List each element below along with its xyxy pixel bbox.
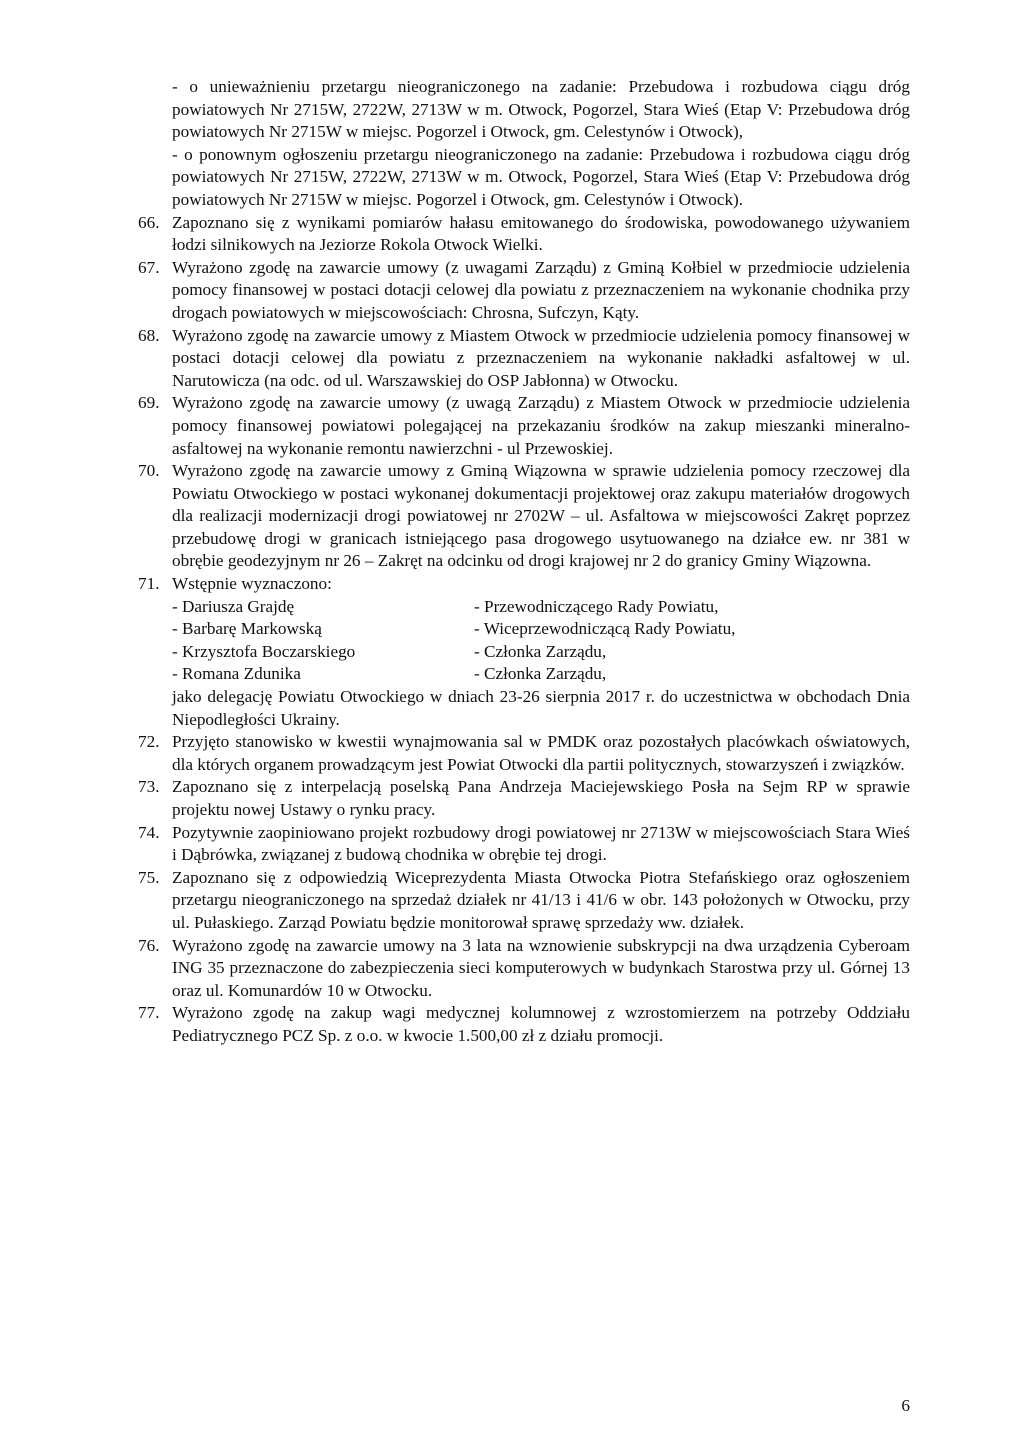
delegate-name: - Barbarę Markowską <box>172 619 322 639</box>
item-number: 76. <box>138 935 160 955</box>
delegate-role: - Członka Zarządu, <box>474 664 607 684</box>
item-text: Przyjęto stanowisko w kwestii wynajmowania sal w PMDK oraz pozostałych placówkach oświatowych, dla których organem prowadzącym jest Powiat Otwocki dla partii politycznych, stowarzyszeń i związków. <box>172 732 910 774</box>
list-item <box>138 731 910 776</box>
item-number: 68. <box>138 325 160 345</box>
item-text: Zapoznano się z interpelacją poselską Pana Andrzeja Maciejewskiego Posła na Sejm RP w sprawie projektu nowej Ustawy o rynku pracy. <box>172 777 910 819</box>
list-item <box>138 392 910 460</box>
list-item <box>138 1002 910 1047</box>
list-item <box>138 212 910 257</box>
delegate-role: - Członka Zarządu, <box>474 641 607 661</box>
intro-item-reannouncement: - o ponownym ogłoszeniu przetargu nieograniczonego na zadanie: Przebudowa i rozbudowa ciągu dróg powiatowych Nr 2715W, 2722W, 2713W w m. Otwock, Pogorzel, Stara Wieś (Etap V: Przebudowa dróg powiatowych Nr 2715W w miejsc. Pogorzel i Otwock, gm. Celestynów i Otwock). <box>172 144 910 209</box>
item-number: 69. <box>138 393 160 413</box>
item-number: 67. <box>138 257 160 277</box>
item-text: Wyrażono zgodę na zawarcie umowy z Gminą Wiązowna w sprawie udzielenia pomocy rzeczowej dla Powiatu Otwockiego w postaci wykonanej dokumentacji projektowej oraz zakupu materiałów drogowych dla realizacji modernizacji drogi powiatowej nr 2702W – ul. Asfaltowa w miejscowości Zakręt poprzez przebudowę drogi w granicach istniejącego pasa drogowego usytuowanego na działce ew. nr 381 w obrębie geodezyjnym nr 26 – Zakręt na odcinku od drogi krajowej nr 2 do granicy Gminy Wiązowna. <box>172 461 910 571</box>
list-item <box>138 822 910 867</box>
item-number: 70. <box>138 461 160 481</box>
item-lead: Wstępnie wyznaczono: <box>172 574 332 594</box>
item-text: Pozytywnie zaopiniowano projekt rozbudowy drogi powiatowej nr 2713W w miejscowościach Stara Wieś i Dąbrówka, związanej z budową chodnika w obrębie tej drogi. <box>172 822 910 865</box>
item-number: 77. <box>138 1003 160 1023</box>
item-number: 75. <box>138 867 160 887</box>
list-item <box>138 325 910 393</box>
item-number: 73. <box>138 777 160 797</box>
list-item <box>138 460 910 573</box>
item-number: 74. <box>138 822 160 842</box>
item-text: Wyrażono zgodę na zawarcie umowy na 3 lata na wznowienie subskrypcji na dwa urządzenia Cyberoam ING 35 przeznaczone do zabezpieczenia sieci komputerowych w budynkach Starostwa przy ul. Górnej 13 oraz ul. Komunardów 10 w Otwocku. <box>172 935 910 1000</box>
list-item <box>138 935 910 1003</box>
list-item <box>138 257 910 325</box>
item-text: Wyrażono zgodę na zakup wagi medycznej kolumnowej z wzrostomierzem na potrzeby Oddziału Pediatrycznego PCZ Sp. z o.o. w kwocie 1.500,00 zł z działu promocji. <box>172 1003 910 1045</box>
delegate-list <box>172 596 910 686</box>
list-item-delegation <box>138 573 910 731</box>
item-text: Zapoznano się z odpowiedzią Wiceprezydenta Miasta Otwocka Piotra Stefańskiego oraz ogłoszeniem przetargu nieograniczonego na sprzedaż działek nr 41/13 i 41/6 w obr. 143 położonych w Otwocku, przy ul. Pułaskiego. Zarząd Powiatu będzie monitorował sprawę sprzedaży ww. działek. <box>172 867 910 932</box>
item-text: Wyrażono zgodę na zawarcie umowy (z uwagą Zarządu) z Miastem Otwock w przedmiocie udzielenia pomocy finansowej powiatowi polegającej na przekazaniu środków na zakup mieszanki mineralno-asfaltowej na wykonanie remontu nawierzchni - ul Przewoskiej. <box>172 393 910 458</box>
item-text: Wyrażono zgodę na zawarcie umowy (z uwagami Zarządu) z Gminą Kołbiel w przedmiocie udzielenia pomocy finansowej w postaci dotacji celowej dla powiatu z przeznaczeniem na wykonanie chodnika przy drogach powiatowych w miejscowościach: Chrosna, Sufczyn, Kąty. <box>172 257 910 322</box>
delegate-name: - Romana Zdunika <box>172 664 301 684</box>
list-item <box>138 776 910 821</box>
delegate-role: - Przewodniczącego Rady Powiatu, <box>474 596 719 616</box>
delegate-role: - Wiceprzewodniczącą Rady Powiatu, <box>474 619 736 639</box>
item-text: Wyrażono zgodę na zawarcie umowy z Miastem Otwock w przedmiocie udzielenia pomocy finansowej w postaci dotacji celowej dla powiatu z przeznaczeniem na wykonanie nakładki asfaltowej w ul. Narutowicza (na odc. od ul. Warszawskiej do OSP Jabłonna) w Otwocku. <box>172 325 910 390</box>
item-number: 71. <box>138 574 160 594</box>
intro-item-annulment: - o unieważnieniu przetargu nieograniczonego na zadanie: Przebudowa i rozbudowa ciągu dróg powiatowych Nr 2715W, 2722W, 2713W w m. Otwock, Pogorzel, Stara Wieś (Etap V: Przebudowa dróg powiatowych Nr 2715W w miejsc. Pogorzel i Otwock, gm. Celestynów i Otwock), <box>172 77 910 142</box>
delegate-name: - Dariusza Grajdę <box>172 596 295 616</box>
item-number: 66. <box>138 212 160 232</box>
item-tail: jako delegację Powiatu Otwockiego w dniach 23-26 sierpnia 2017 r. do uczestnictwa w obchodach Dnia Niepodległości Ukrainy. <box>172 687 910 729</box>
delegate-name: - Krzysztofa Boczarskiego <box>172 641 356 661</box>
list-item <box>138 867 910 935</box>
item-text: Zapoznano się z wynikami pomiarów hałasu emitowanego do środowiska, powodowanego używaniem łodzi silnikowych na Jeziorze Rokola Otwock Wielki. <box>172 212 910 255</box>
page-number: 6 <box>901 1396 910 1415</box>
item-number: 72. <box>138 732 160 752</box>
